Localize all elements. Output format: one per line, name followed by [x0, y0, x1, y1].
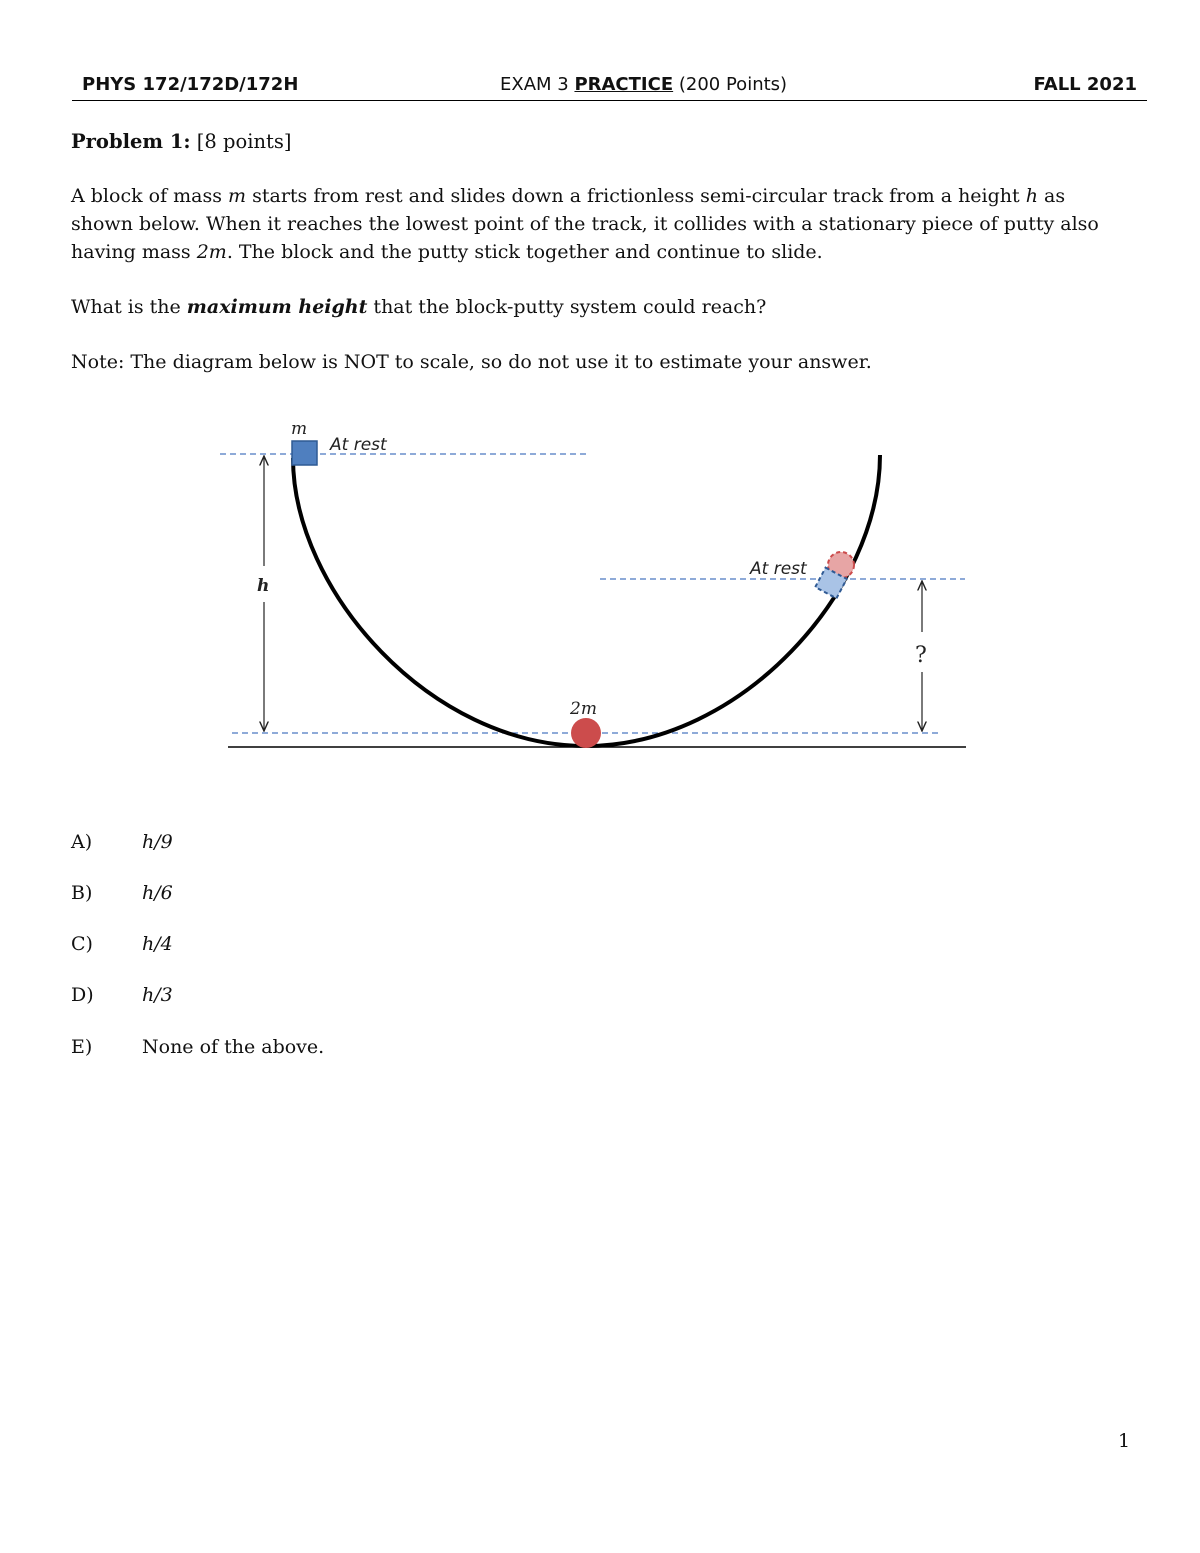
- practice-label: PRACTICE: [574, 74, 674, 95]
- unknown-label: ?: [915, 643, 927, 668]
- term-label: FALL 2021: [1033, 74, 1137, 95]
- putty-2m: [571, 718, 601, 748]
- block-m: [292, 441, 317, 465]
- choice-d[interactable]: D) h/3: [71, 984, 173, 1006]
- choice-a[interactable]: A) h/9: [71, 831, 173, 853]
- track-diagram: [0, 400, 1200, 780]
- course-code: PHYS 172/172D/172H: [82, 74, 299, 95]
- page-number: 1: [1118, 1430, 1131, 1452]
- choice-b[interactable]: B) h/6: [71, 882, 173, 904]
- choice-c[interactable]: C) h/4: [71, 933, 173, 955]
- exam-title: EXAM 3 PRACTICE (200 Points): [500, 74, 788, 95]
- putty-label: 2m: [570, 699, 597, 719]
- problem-question: What is the maximum height that the block-putty system could reach?: [71, 296, 767, 318]
- problem-note: Note: The diagram below is NOT to scale, so do not use it to estimate your answer.: [71, 351, 872, 373]
- problem-title: Problem 1: [8 points]: [71, 130, 292, 153]
- choice-e[interactable]: E) None of the above.: [71, 1036, 325, 1058]
- page-header: [72, 74, 1147, 101]
- height-label: h: [257, 576, 270, 596]
- at-rest-label-right: At rest: [750, 559, 807, 579]
- problem-statement: A block of mass m starts from rest and slides down a frictionless semi-circular track from a height h as shown below. When it reaches the lowest point of the track, it collides with a stationary piece of putty also having mass 2m. The block and the putty stick together and continue to slide.: [71, 185, 1099, 263]
- at-rest-label-left: At rest: [330, 435, 387, 455]
- mass-label: m: [291, 419, 308, 439]
